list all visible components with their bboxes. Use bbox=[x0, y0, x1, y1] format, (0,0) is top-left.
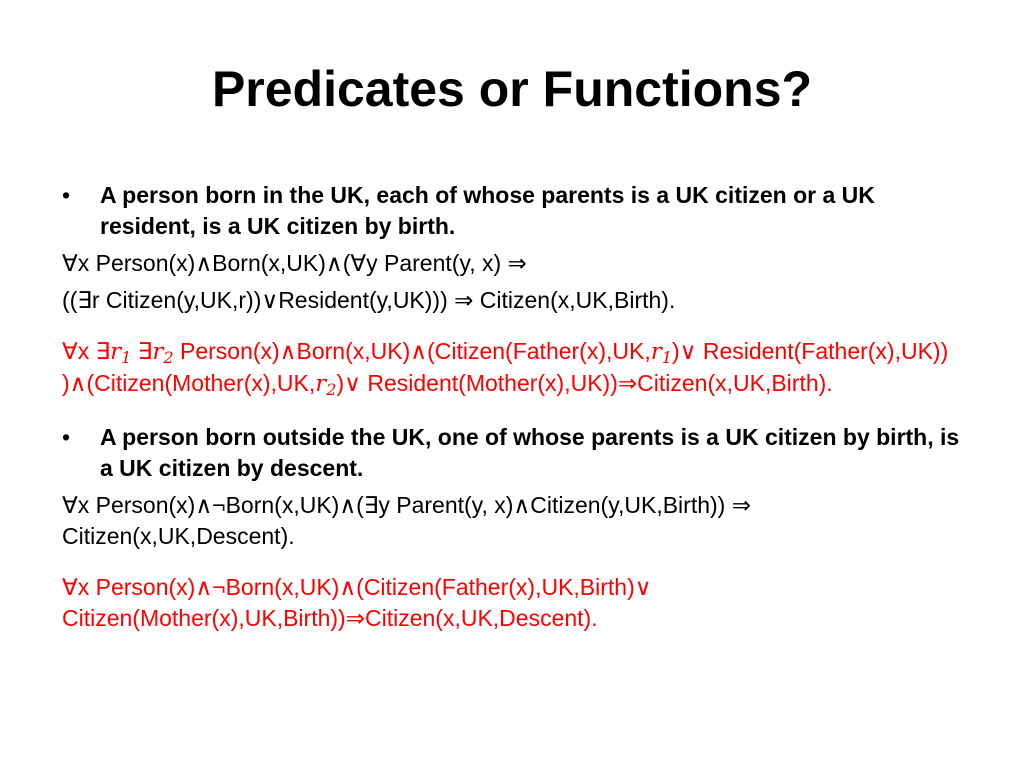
formula-text: ∃ bbox=[131, 338, 153, 364]
variable-r2: $r_2$ bbox=[152, 339, 174, 368]
formula-text: )∨ Resident(Mother(x),UK))⇒Citizen(x,UK,Birth). bbox=[336, 370, 833, 396]
formula-descent-functions: ∀x Person(x)∧¬Born(x,UK)∧(Citizen(Father(x),UK,Birth)∨ Citizen(Mother(x),UK,Birth))⇒Citizen(x,UK,Descent). bbox=[62, 574, 652, 631]
bullet-icon: • bbox=[62, 424, 71, 450]
bullet-item-uk-descent bbox=[62, 422, 972, 484]
formula-birth-line-2: ((∃r Citizen(y,UK,r))∨Resident(y,UK))) ⇒ Citizen(x,UK,Birth). bbox=[62, 287, 676, 313]
variable-r2: $r_2$ bbox=[315, 371, 337, 400]
formula-descent: ∀x Person(x)∧¬Born(x,UK)∧(∃y Parent(y, x)∧Citizen(y,UK,Birth)) ⇒ Citizen(x,UK,Descent). bbox=[62, 492, 751, 549]
slide-title: Predicates or Functions? bbox=[211, 61, 813, 117]
formula-text: Person(x)∧Born(x,UK)∧(Citizen(Father(x),UK, bbox=[173, 338, 651, 364]
formula-birth-functions bbox=[62, 336, 972, 400]
slide-body bbox=[62, 180, 972, 634]
bullet-item-uk-birth bbox=[62, 180, 972, 242]
formula-birth-line-1: ∀x Person(x)∧Born(x,UK)∧(∀y Parent(y, x) ⇒ bbox=[62, 250, 527, 276]
variable-r1: $r_1$ bbox=[110, 339, 132, 368]
formula-text: )∨ Resident(Father(x),UK)) )∧(Citizen(Mother(x),UK, bbox=[62, 338, 949, 396]
bullet-text: A person born in the UK, each of whose parents is a UK citizen or a UK resident, is a UK citizen by birth. bbox=[100, 182, 875, 239]
formula-text: ∀x ∃ bbox=[62, 338, 111, 364]
bullet-icon: • bbox=[62, 182, 71, 208]
variable-r1: $r_1$ bbox=[650, 339, 672, 368]
bullet-text: A person born outside the UK, one of whose parents is a UK citizen by birth, is a UK citizen by descent. bbox=[100, 424, 960, 481]
